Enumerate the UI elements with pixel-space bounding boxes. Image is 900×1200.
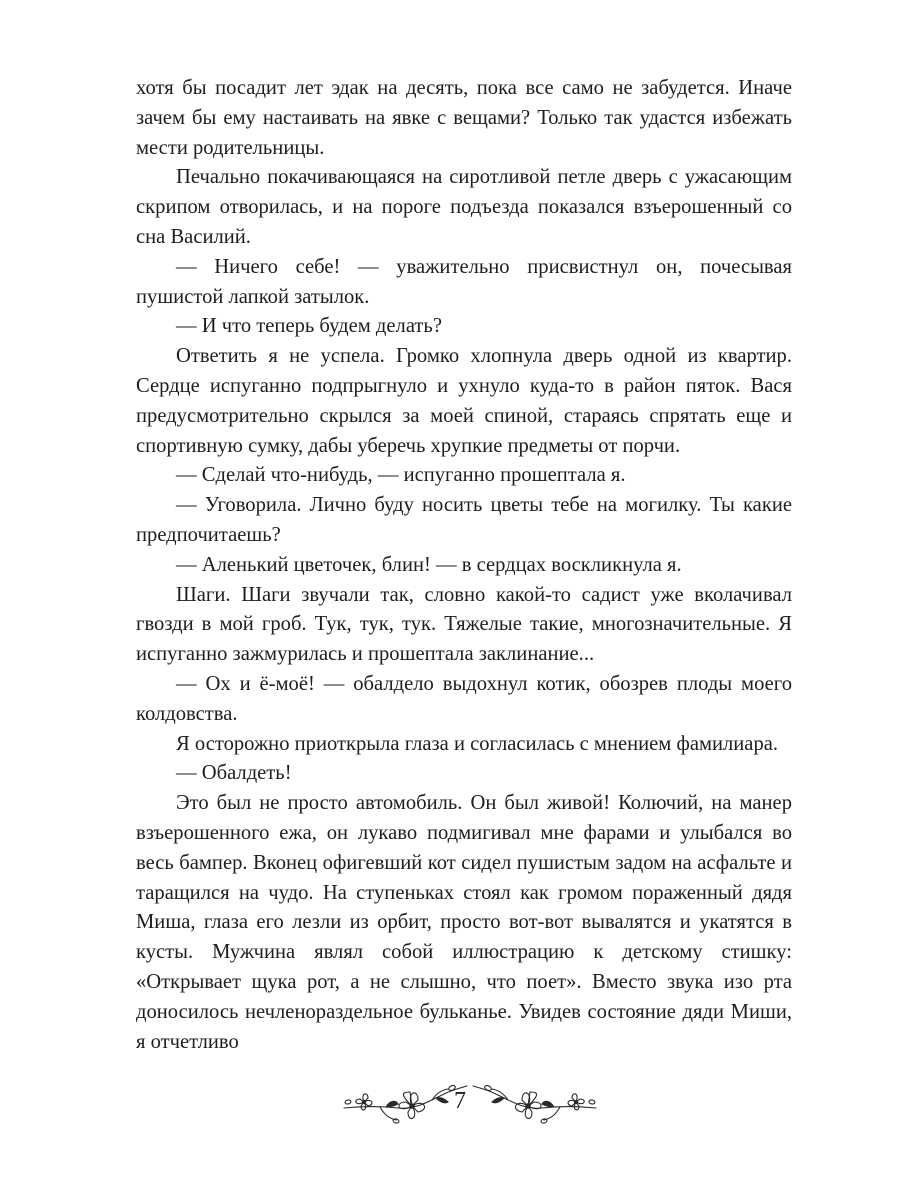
paragraph: Ответить я не успела. Громко хлопнула дверь одной из квартир. Сердце испуганно подпрыгнуло и ухнуло куда-то в район пяток. Вася предусмотрительно скрылся за моей спиной, стараясь спрятать еще и спортивную сумку, дабы уберечь хрупкие предметы от порчи. (136, 345, 792, 457)
paragraph: — Сделай что-нибудь, — испуганно прошептала я. (176, 464, 626, 487)
paragraph: хотя бы посадит лет эдак на десять, пока все само не забудется. Иначе зачем бы ему настаивать на явке с вещами? Только так удастся избежать мести родительницы. (136, 77, 792, 159)
body-text (136, 74, 792, 1057)
paragraph: — Ничего себе! — уважительно присвистнул он, почесывая пушистой лапкой затылок. (136, 255, 792, 308)
paragraph: — И что теперь будем делать? (176, 315, 442, 338)
paragraph: — Аленький цветочек, блин! — в сердцах воскликнула я. (176, 553, 682, 576)
page-number: 7 (454, 1088, 466, 1114)
blossom-branch-right-icon (470, 1072, 600, 1136)
paragraph: — Ох и ё-моё! — обалдело выдохнул котик, обозрев плоды моего колдовства. (136, 672, 792, 725)
page-footer (0, 1072, 900, 1152)
paragraph: Это был не просто автомобиль. Он был живой! Колючий, на манер взъерошенного ежа, он лукаво подмигивал мне фарами и улыбался во весь бампер. Вконец офигевший кот сидел пушистым задом на асфальте и таращился на чудо. На ступеньках стоял как громом пораженный дядя Миша, глаза его лезли из орбит, просто вот-вот вывалятся и укатятся в кусты. Мужчина являл собой иллюстрацию к детскому стишку: «Открывает щука рот, а не слышно, что поет». Вместо звука изо рта доносилось нечленораздельное бульканье. Увидев состояние дяди Миши, я отчетливо (136, 792, 792, 1053)
paragraph: Шаги. Шаги звучали так, словно какой-то садист уже вколачивал гвозди в мой гроб. Тук, тук, тук. Тяжелые такие, многозначительные. Я испуганно зажмурилась и прошептала заклинание... (136, 583, 792, 666)
paragraph: Я осторожно приоткрыла глаза и согласилась с мнением фамилиара. (176, 732, 779, 755)
paragraph: Печально покачивающаяся на сиротливой петле дверь с ужасающим скрипом отворилась, и на пороге подъезда показался взъерошенный со сна Василий. (136, 166, 792, 248)
paragraph: — Обалдеть! (176, 762, 292, 785)
paragraph: — Уговорила. Лично буду носить цветы тебе на могилку. Ты какие предпочитаешь? (136, 494, 792, 546)
